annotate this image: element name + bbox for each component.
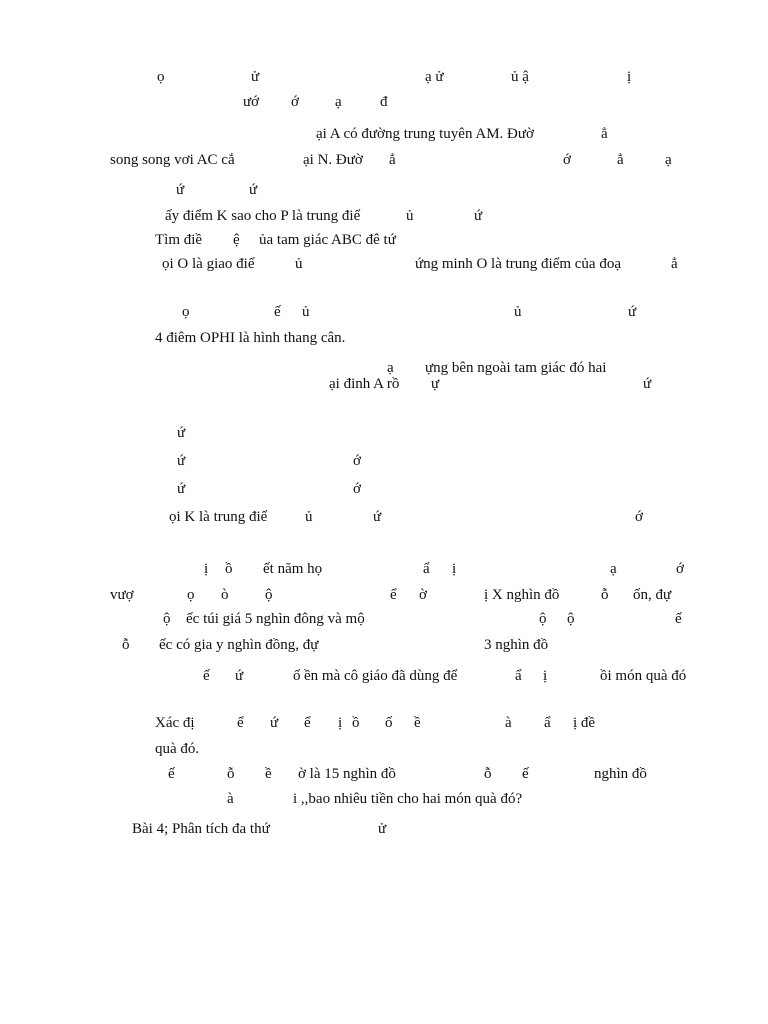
text-fragment: Xác đị [155,715,195,731]
text-fragment: ạ ử [425,69,444,85]
text-fragment: ệ [233,232,240,248]
text-fragment: ồ [225,561,233,577]
text-fragment: ẳ [617,152,624,168]
text-fragment: ồ [352,715,360,731]
text-fragment: ồi món quà đó [600,668,687,684]
text-fragment: ớ [676,561,684,577]
text-fragment: ếc có gia y nghìn đồng, đự [159,637,319,653]
text-fragment: ớ [353,453,361,469]
text-fragment: ớ [635,509,643,525]
text-fragment: ứ [474,208,483,224]
text-fragment: 3 nghìn đồ [484,637,549,653]
text-fragment: ị [452,561,457,577]
text-fragment: à [227,791,234,807]
text-fragment: ủ [406,208,414,224]
text-fragment: ứ [177,481,186,497]
text-fragment: ủa tam giác ABC đê tứ [259,232,396,248]
text-fragment: ướ [243,94,260,110]
text-fragment: ể [304,715,311,731]
text-fragment: ọ [157,69,165,85]
text-fragment: ế [522,766,529,782]
text-fragment: ề [265,766,272,782]
text-fragment: ộ [567,611,575,627]
text-fragment: ề [414,715,421,731]
text-fragment: ại N. Đườ [303,152,363,168]
text-fragment: ủ [305,509,313,525]
text-fragment: ại A có đường trung tuyên AM. Đườ [316,126,534,142]
text-fragment: ẩ [544,715,551,731]
text-fragment: i ,,bao nhiêu tiền cho hai món quà đó? [293,791,523,807]
text-fragment: ị [627,69,632,85]
text-fragment: vượ [110,587,134,603]
text-fragment: ớ [291,94,299,110]
text-fragment: ứ [270,715,279,731]
text-fragment: ứ [628,304,637,320]
text-fragment: quà đó. [155,741,200,757]
text-fragment: ự [431,376,440,392]
text-fragment: ứ [177,425,186,441]
text-fragment: ế [675,611,682,627]
text-fragment: ộ [539,611,547,627]
text-fragment: ỗ [601,587,609,603]
text-fragment: ò [221,587,229,603]
text-fragment: ạ [665,152,672,168]
text-fragment: ẩ [423,561,430,577]
text-fragment: 4 điêm OPHI là hình thang cân. [155,330,346,346]
text-fragment: ử [251,69,260,85]
text-fragment: ế [203,668,210,684]
text-fragment: Tìm điề [155,232,203,248]
text-fragment: song song vơi AC cắ [110,152,235,168]
text-fragment: ế [274,304,281,320]
text-fragment: ủ [514,304,522,320]
text-fragment: ỗ [227,766,235,782]
text-fragment: ếc túi giá 5 nghìn đông và mộ [186,611,365,627]
text-fragment: ọi O là giao điể [162,256,255,272]
text-fragment: ố [293,668,301,684]
text-fragment: ứ [643,376,652,392]
text-fragment: ỗ [122,637,130,653]
text-fragment: ẩ [515,668,522,684]
text-fragment: ứ [176,182,185,198]
text-fragment: ạ [610,561,617,577]
text-fragment: ộ [265,587,273,603]
text-fragment: nghìn đồ [594,766,647,782]
text-fragment: ẳ [389,152,396,168]
text-fragment: ị [543,668,548,684]
text-fragment: ố [385,715,393,731]
text-fragment: ạ [387,360,394,376]
text-fragment: ạ [335,94,342,110]
text-fragment: ủ [302,304,310,320]
text-fragment: ẳ [601,126,608,142]
text-fragment: ủ ậ [511,69,529,85]
text-fragment: ết năm họ [263,561,323,577]
text-fragment: ọ [182,304,190,320]
text-fragment: ờ [419,587,427,603]
text-fragment: ứ [373,509,382,525]
text-fragment: ứ [177,453,186,469]
text-fragment: ị đề [573,715,596,731]
text-fragment: ỗ [484,766,492,782]
text-fragment: ớ [353,481,361,497]
text-fragment: Bài 4; Phân tích đa thứ [132,821,270,837]
text-fragment: ứ [249,182,258,198]
text-fragment: ẳ [671,256,678,272]
text-fragment: ựng bên ngoài tam giác đó hai [425,360,607,376]
text-fragment: ại đinh A rồ [329,376,400,392]
text-fragment: ấy điểm K sao cho P là trung điể [165,208,361,224]
text-fragment: ền mà cô giáo đã dùng để [304,668,458,684]
text-fragment: đ [380,94,388,110]
text-fragment: ờ là 15 nghìn đồ [298,766,396,782]
text-fragment: ể [237,715,244,731]
text-fragment: ứ [235,668,244,684]
text-fragment: ộ [163,611,171,627]
text-fragment: ị [204,561,209,577]
text-fragment: ị X nghìn đồ [484,587,560,603]
text-fragment: ể [390,587,397,603]
text-fragment: ớ [563,152,571,168]
text-fragment: ọ [187,587,195,603]
text-fragment: ốn, đự [633,587,672,603]
text-fragment: ủ [295,256,303,272]
text-fragment: ị [338,715,343,731]
text-fragment: ứng minh O là trung điểm của đoạ [415,256,622,272]
text-fragment: ọi K là trung điể [169,509,268,525]
text-fragment: à [505,715,512,731]
text-fragment: ử [378,821,387,837]
text-fragment: ế [168,766,175,782]
